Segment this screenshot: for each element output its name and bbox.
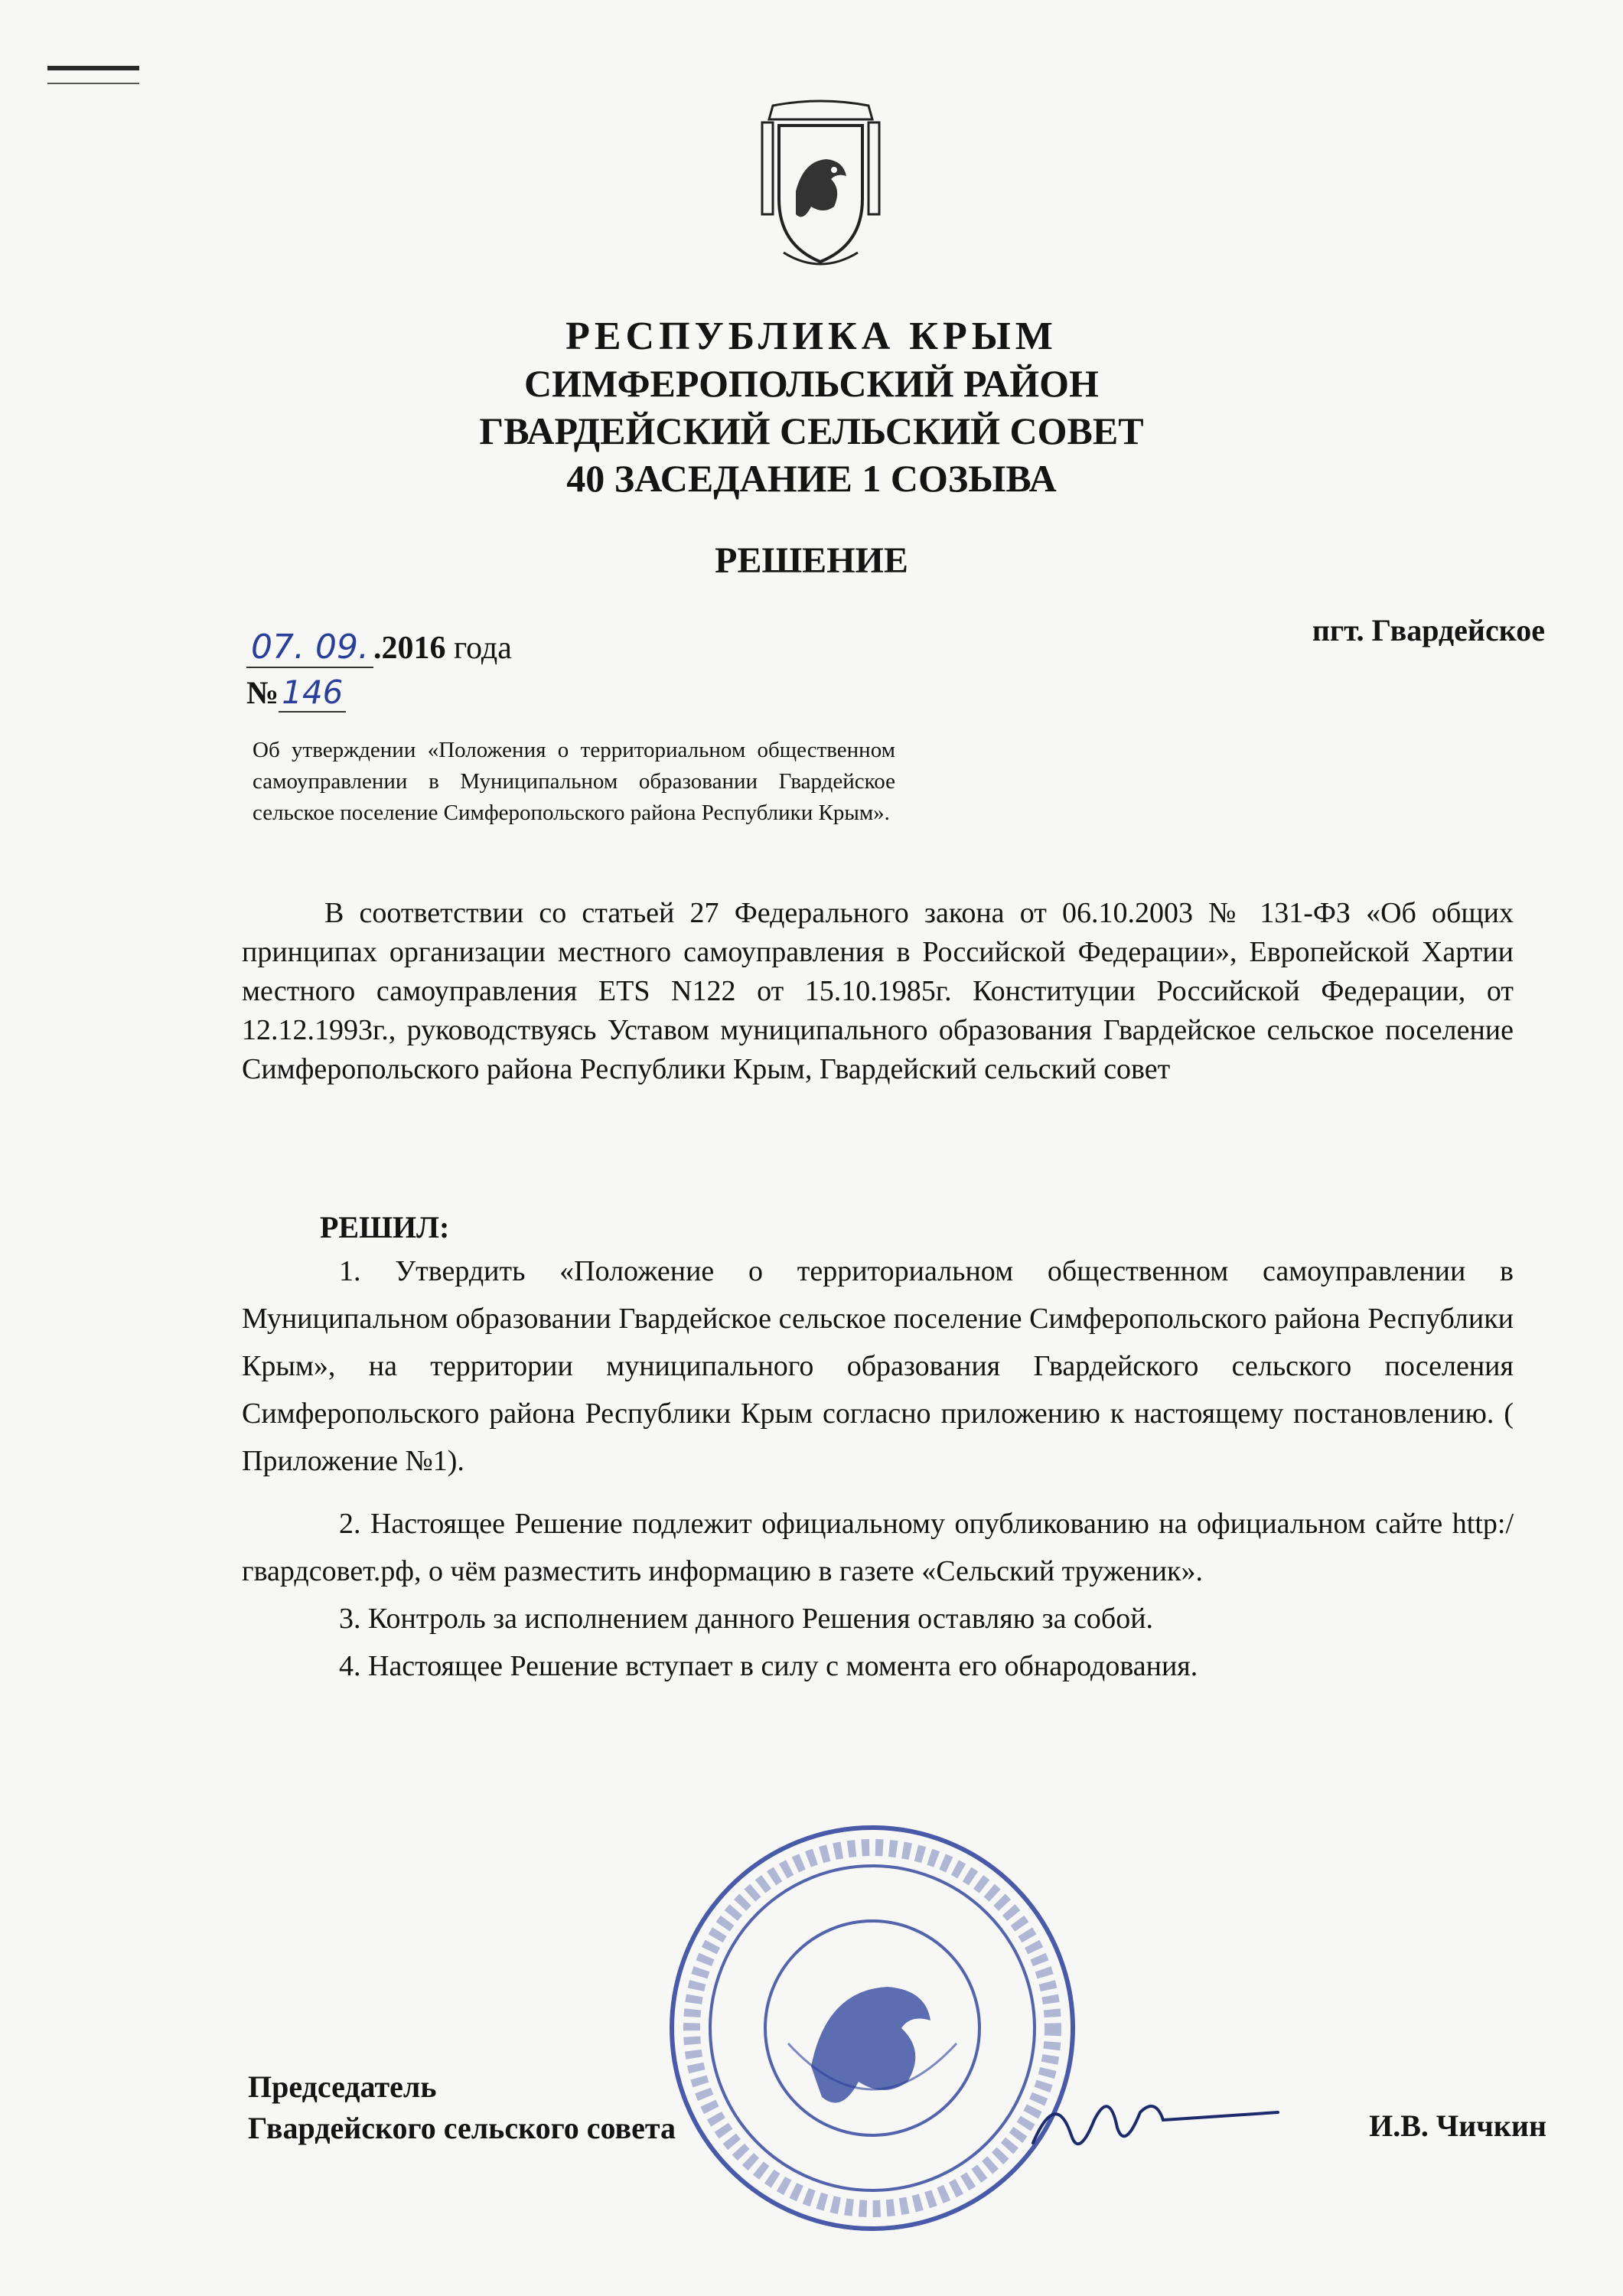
document-subject: Об утверждении «Положения о территориальном общественном самоуправлении в Муниципальном образовании Гвардейское сельское поселение Симферопольского района Республики Крым». — [253, 738, 895, 825]
signatory-name: И.В. Чичкин — [1369, 2108, 1546, 2143]
header-republic: РЕСПУБЛИКА КРЫМ — [565, 315, 1058, 358]
handwritten-date: 07. 09. — [246, 628, 373, 668]
document-number — [246, 673, 346, 712]
preamble-text: В соответствии со статьей 27 Федерального закона от 06.10.2003 № 131-ФЗ «Об общих принципах организации местного самоуправления в Российской Федерации», Европейской Хартии местного самоуправления ETS N122 от 15.10.1985г. Конституции Российской Федерации, от 12.12.1993г., руководствуясь Уставом муниципального образования Гвардейское сельское поселение Симферопольского района Республики Крым, Гвардейский сельский совет — [242, 897, 1514, 1085]
signatory-title-line1: Председатель — [248, 2069, 437, 2104]
resolution-item: 4. Настоящее Решение вступает в силу с момента его обнародования. — [339, 1650, 1198, 1682]
document-place: пгт. Гвардейское — [1312, 613, 1545, 647]
document-date — [246, 628, 512, 667]
document-type: РЕШЕНИЕ — [715, 540, 908, 581]
resolution-item: 1. Утвердить «Положение о территориальном общественном самоуправлении в Муниципальном образовании Гвардейское сельское поселение Симферопольского района Республики Крым», на территории муниципального образования Гвардейского сельского поселения Симферопольского района Республики Крым согласно приложению к настоящему постановлению. ( Приложение №1). — [242, 1255, 1514, 1477]
resolved-label: РЕШИЛ: — [320, 1210, 450, 1244]
handwritten-number: 146 — [279, 673, 346, 713]
resolution-item: 3. Контроль за исполнением данного Решения оставляю за собой. — [339, 1603, 1154, 1635]
resolution-items — [242, 1247, 1514, 1690]
handwritten-signature — [1025, 2074, 1286, 2166]
preamble — [242, 894, 1514, 1089]
date-suffix: года — [445, 631, 512, 666]
crimea-coat-of-arms-icon — [758, 99, 884, 268]
header-district: СИМФЕРОПОЛЬСКИЙ РАЙОН — [524, 362, 1099, 405]
date-year: .2016 — [373, 631, 446, 666]
margin-mark — [47, 66, 139, 70]
official-seal-stamp — [658, 1814, 1087, 2242]
header-session: 40 ЗАСЕДАНИЕ 1 СОЗЫВА — [566, 457, 1057, 500]
margin-mark-thin — [47, 83, 139, 84]
resolution-item: 2. Настоящее Решение подлежит официальному опубликованию на официальном сайте http:/гвардсовет.рф, о чём разместить информацию в газете «Сельский труженик». — [242, 1508, 1514, 1587]
number-prefix: № — [246, 676, 279, 711]
signatory-title-line2: Гвардейского сельского совета — [248, 2111, 676, 2145]
header-council: ГВАРДЕЙСКИЙ СЕЛЬСКИЙ СОВЕТ — [479, 409, 1144, 452]
signatory-title — [248, 2066, 676, 2149]
